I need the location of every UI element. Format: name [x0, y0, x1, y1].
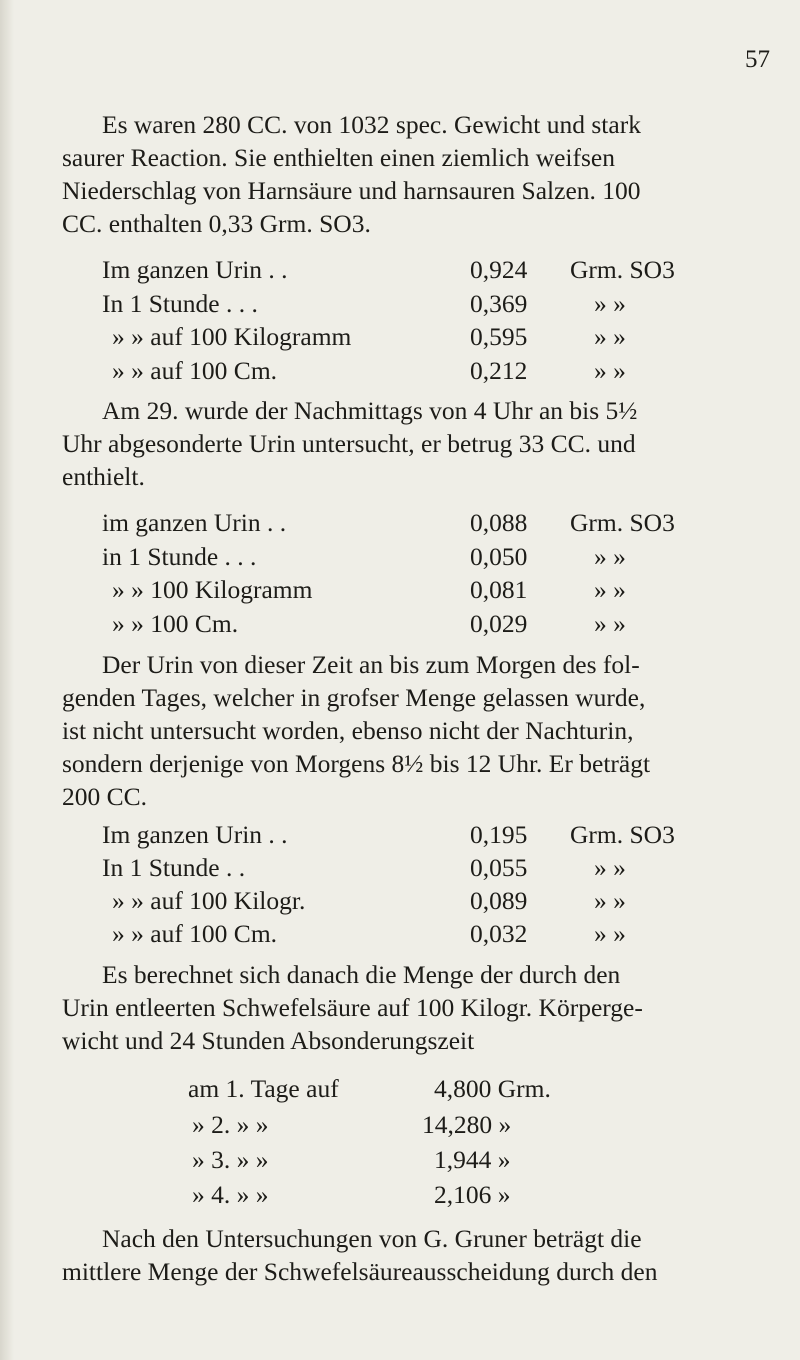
table-value: 0,924	[470, 255, 528, 284]
table-unit: » »	[594, 322, 626, 351]
table-label: » 2. » »	[192, 1110, 269, 1139]
paragraph-3	[62, 648, 756, 813]
table-label: in 1 Stunde . . .	[102, 542, 257, 571]
page-edge-shadow	[0, 0, 14, 1360]
table-value: 0,088	[470, 508, 528, 537]
table-label: » 3. » »	[192, 1145, 269, 1174]
table-label: In 1 Stunde . . .	[102, 289, 258, 318]
text-line: Nach den Untersuchungen von G. Gruner beträgt die	[102, 1224, 642, 1253]
text-line: Am 29. wurde der Nachmittags von 4 Uhr an bis 5½	[102, 396, 638, 425]
table-unit: » »	[594, 575, 626, 604]
table-label: » » auf 100 Cm.	[112, 919, 278, 948]
table-unit: » »	[594, 886, 626, 915]
text-line: Uhr abgesonderte Urin untersucht, er betrug 33 CC. und	[62, 429, 636, 458]
text-line: CC. enthalten 0,33 Grm. SO3.	[62, 209, 371, 238]
table-unit: Grm. SO3	[570, 255, 675, 284]
table-unit: » »	[594, 289, 626, 318]
text-line: sondern derjenige von Morgens 8½ bis 12 Uhr. Er beträgt	[62, 749, 651, 778]
table-unit: » »	[594, 542, 626, 571]
table-value: 4,800 Grm.	[434, 1074, 551, 1103]
paragraph-1	[62, 108, 756, 240]
table-value: 0,595	[470, 322, 528, 351]
text-line: enthielt.	[62, 462, 145, 491]
table-unit: » »	[594, 919, 626, 948]
table-value: 14,280 »	[422, 1110, 512, 1139]
text-line: mittlere Menge der Schwefelsäureausscheidung durch den	[62, 1257, 658, 1286]
table-unit: Grm. SO3	[570, 508, 675, 537]
text-line: saurer Reaction. Sie enthielten einen ziemlich weifsen	[62, 143, 615, 172]
table-value: 0,055	[470, 853, 528, 882]
table-unit: » »	[594, 356, 626, 385]
table-value: 2,106 »	[434, 1180, 511, 1209]
table-value: 0,195	[470, 820, 528, 849]
text-line: Es berechnet sich danach die Menge der durch den	[102, 960, 621, 989]
table-label: Im ganzen Urin . .	[102, 820, 288, 849]
table-value: 0,369	[470, 289, 528, 318]
paragraph-4	[62, 958, 756, 1057]
table-label: » » auf 100 Cm.	[112, 356, 278, 385]
table-label: » » auf 100 Kilogr.	[112, 886, 306, 915]
table-label: im ganzen Urin . .	[102, 508, 287, 537]
text-line: Urin entleerten Schwefelsäure auf 100 Kilogr. Körperge-	[62, 993, 643, 1022]
table-unit: » »	[594, 609, 626, 638]
text-line: Der Urin von dieser Zeit an bis zum Morgen des fol-	[102, 650, 640, 679]
table-label: » 4. » »	[192, 1180, 269, 1209]
table-label: » » 100 Cm.	[112, 609, 239, 638]
text-line: genden Tages, welcher in grofser Menge gelassen wurde,	[62, 683, 646, 712]
table-unit: Grm. SO3	[570, 820, 675, 849]
page-number: 57	[745, 46, 770, 73]
text-line: Niederschlag von Harnsäure und harnsauren Salzen. 100	[62, 176, 641, 205]
table-label: am 1. Tage auf	[188, 1074, 339, 1103]
table-value: 1,944 »	[434, 1145, 511, 1174]
paragraph-2	[62, 394, 756, 493]
table-label: » » auf 100 Kilogramm	[112, 322, 352, 351]
paragraph-5	[62, 1222, 756, 1288]
text-line: Es waren 280 CC. von 1032 spec. Gewicht und stark	[102, 110, 641, 139]
table-value: 0,050	[470, 542, 528, 571]
table-value: 0,081	[470, 575, 528, 604]
table-label: Im ganzen Urin . .	[102, 255, 288, 284]
text-line: wicht und 24 Stunden Absonderungszeit	[62, 1026, 475, 1055]
table-value: 0,029	[470, 609, 528, 638]
table-label: » » 100 Kilogramm	[112, 575, 313, 604]
table-value: 0,089	[470, 886, 528, 915]
text-line: ist nicht untersucht worden, ebenso nicht der Nachturin,	[62, 716, 634, 745]
table-label: In 1 Stunde . .	[102, 853, 246, 882]
table-value: 0,032	[470, 919, 528, 948]
text-line: 200 CC.	[62, 782, 148, 811]
table-unit: » »	[594, 853, 626, 882]
table-value: 0,212	[470, 356, 528, 385]
